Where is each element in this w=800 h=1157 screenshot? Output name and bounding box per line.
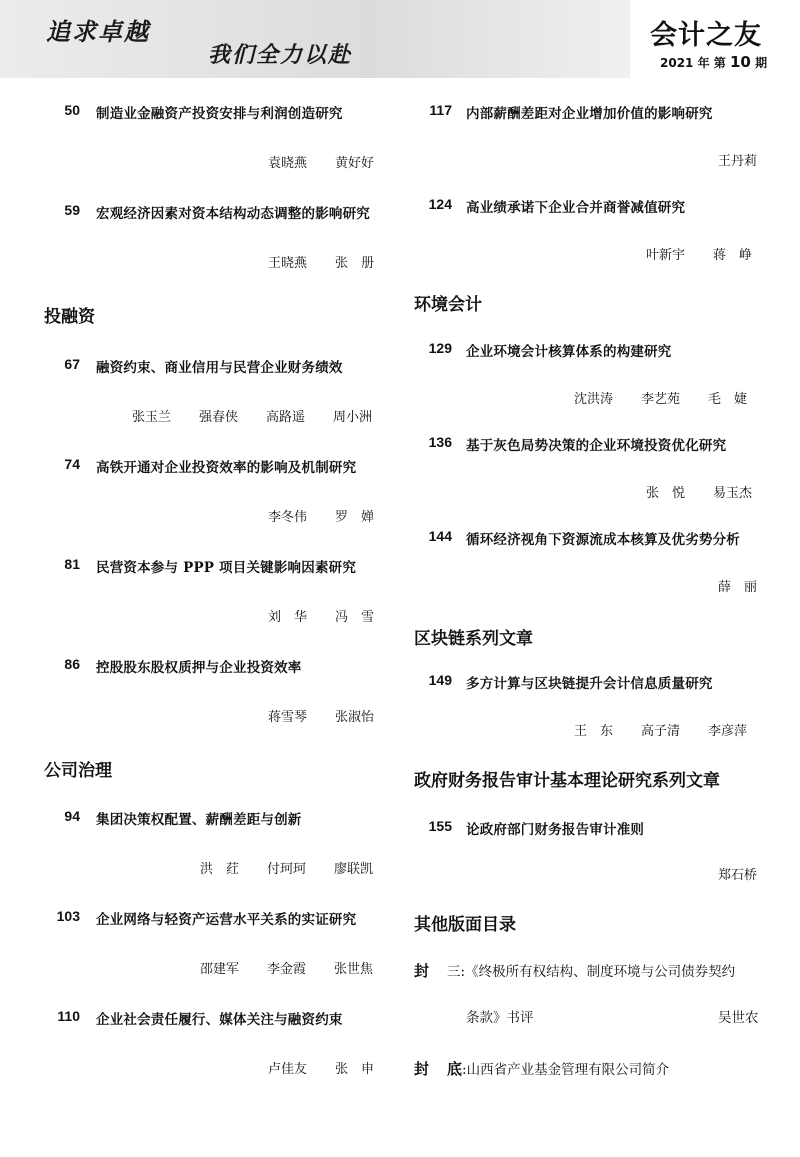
author: 李艺苑 [641,392,681,407]
slogan-line-1: 追求卓越 [46,18,150,46]
author: 洪 荭 [200,862,240,877]
author: 王晓燕 [268,256,308,271]
article-title: 民营资本参与 PPP 项目关键影响因素研究 [96,560,357,576]
article-title: 企业网络与轻资产运营水平关系的实证研究 [96,912,357,928]
article-authors [132,406,372,425]
article-title: 高业绩承诺下企业合并商誉减值研究 [466,200,686,216]
page-number: 136 [428,434,452,450]
article-title: 高铁开通对企业投资效率的影响及机制研究 [96,460,357,476]
misc-line [414,960,735,981]
section-heading: 环境会计 [414,295,482,315]
issue-unit: 期 [755,56,768,70]
article-authors [718,864,757,883]
author: 高子清 [641,724,681,739]
article-title: 企业社会责任履行、媒体关注与融资约束 [96,1012,343,1028]
misc-label: 封 [414,962,430,980]
article-authors [268,1058,374,1077]
author: 张玉兰 [132,410,172,425]
article-authors [574,720,747,739]
article-title: 论政府部门财务报告审计准则 [466,822,645,838]
article-authors [268,252,374,271]
article-title: 控股股东股权质押与企业投资效率 [96,660,302,676]
section-heading: 其他版面目录 [414,915,516,935]
author: 刘 华 [268,610,308,625]
issue-year: 2021 [660,56,694,70]
author: 卢佳友 [268,1062,308,1077]
author: 高路遥 [266,410,306,425]
author: 廖联凯 [334,862,374,877]
author: 张 申 [335,1062,375,1077]
article-authors [646,482,752,501]
article-authors [200,958,373,977]
author: 袁晓燕 [268,156,308,171]
author: 叶新宇 [646,248,686,263]
misc-text: :《终极所有权结构、制度环境与公司债券契约 [460,964,736,980]
issue-prefix: 第 [713,56,726,70]
article-title: 企业环境会计核算体系的构建研究 [466,344,672,360]
page-number: 103 [56,908,80,924]
article-title: 循环经济视角下资源流成本核算及优劣势分析 [466,532,740,548]
section-heading: 公司治理 [44,761,112,781]
author: 郑石桥 [718,868,758,883]
article-authors [268,706,374,725]
author: 张 册 [335,256,375,271]
issue-line [660,53,767,71]
article-title: 宏观经济因素对资本结构动态调整的影响研究 [96,206,370,222]
issue-year-unit: 年 [697,56,710,70]
author: 罗 婵 [335,510,375,525]
page-number: 81 [64,556,80,572]
misc-label-2: 底 [447,1060,463,1078]
author: 强春侠 [199,410,239,425]
journal-title: 会计之友 [650,20,762,51]
page-number: 144 [428,528,452,544]
section-heading: 区块链系列文章 [414,629,533,649]
misc-text: :山西省产业基金管理有限公司简介 [462,1062,670,1078]
page-number: 74 [64,456,80,472]
author: 冯 雪 [335,610,375,625]
issue-number: 10 [730,53,751,71]
article-title: 内部薪酬差距对企业增加价值的影响研究 [466,106,713,122]
author: 王 东 [574,724,614,739]
section-heading: 投融资 [44,307,95,327]
author: 薛 丽 [718,580,758,595]
misc-label-2: 三 [447,964,461,980]
article-authors [268,152,374,171]
author: 张 悦 [646,486,686,501]
page-number: 124 [428,196,452,212]
author: 李冬伟 [268,510,308,525]
author: 周小洲 [333,410,373,425]
article-authors [574,388,747,407]
slogan-line-2: 我们全力以赴 [208,43,353,68]
misc-text-continued: 条款》书评 [466,1010,534,1026]
article-authors [718,576,757,595]
article-authors [268,606,374,625]
misc-label: 封 [414,1060,430,1078]
article-title: 融资约束、商业信用与民营企业财务绩效 [96,360,343,376]
author: 李金霞 [267,962,307,977]
page-number: 59 [64,202,80,218]
article-authors [646,244,752,263]
article-title: 多方计算与区块链提升会计信息质量研究 [466,676,713,692]
page-number: 149 [428,672,452,688]
author: 邵建军 [200,962,240,977]
page-number: 110 [57,1008,80,1024]
misc-author: 吴世农 [718,1010,759,1026]
author: 毛 婕 [708,392,748,407]
article-authors [268,506,374,525]
author: 黄好好 [335,156,375,171]
page-number: 67 [64,356,80,372]
page-number: 155 [428,818,452,834]
author: 蒋雪琴 [268,710,308,725]
page-number: 86 [64,656,80,672]
author: 张淑怡 [335,710,375,725]
article-authors [718,150,757,169]
page-number: 50 [64,102,80,118]
misc-line [414,1058,669,1079]
author: 沈洪涛 [574,392,614,407]
article-title: 制造业金融资产投资安排与利润创造研究 [96,106,343,122]
author: 李彦萍 [708,724,748,739]
page-header [0,0,800,78]
author: 易玉杰 [713,486,753,501]
author: 张世焦 [334,962,374,977]
author: 蒋 峥 [713,248,753,263]
section-heading: 政府财务报告审计基本理论研究系列文章 [414,771,720,791]
article-title: 集团决策权配置、薪酬差距与创新 [96,812,302,828]
author: 付珂珂 [267,862,307,877]
article-authors [200,858,373,877]
page-number: 129 [428,340,452,356]
page-number: 94 [64,808,80,824]
article-title: 基于灰色局势决策的企业环境投资优化研究 [466,438,727,454]
author: 王丹莉 [718,154,758,169]
page-number: 117 [429,102,452,118]
